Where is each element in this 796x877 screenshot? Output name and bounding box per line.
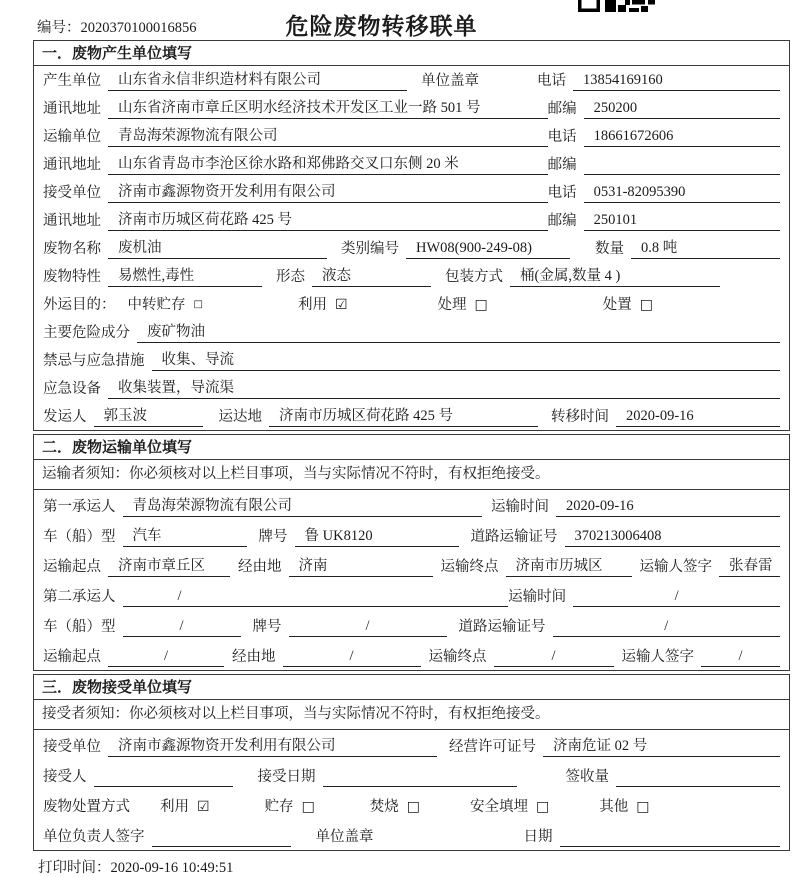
disposal-burn-checkbox-icon: □ bbox=[406, 799, 421, 815]
receiver-zip-value: 250101 bbox=[584, 211, 780, 231]
transporter-unit-value: 青岛海荣源物流有限公司 bbox=[108, 127, 548, 147]
destination-label: 运达地 bbox=[218, 409, 262, 425]
producer-phone-group bbox=[537, 71, 780, 91]
transport-notice bbox=[34, 460, 789, 490]
qr-code-fragment bbox=[578, 0, 660, 12]
producer-zip-value: 250200 bbox=[584, 99, 780, 119]
plate1-label: 牌号 bbox=[258, 529, 288, 545]
first-carrier-label: 第一承运人 bbox=[43, 499, 116, 515]
transporter-address-row bbox=[34, 150, 789, 178]
producer-address-label: 通讯地址 bbox=[43, 101, 101, 117]
print-time-value: 2020-09-16 10:49:51 bbox=[110, 860, 234, 876]
license-value: 济南危证 02 号 bbox=[543, 737, 780, 757]
packing-label: 包装方式 bbox=[445, 269, 503, 285]
receiver-phone-group bbox=[548, 183, 780, 203]
shipper-value: 郭玉波 bbox=[94, 407, 203, 427]
accept-unit-label: 接受单位 bbox=[43, 739, 101, 755]
manifest-form bbox=[33, 40, 790, 851]
transfer-purpose-label: 外运目的： bbox=[43, 297, 116, 313]
transport-notice-text: 运输者须知：你必须核对以上栏目事项，当与实际情况不符时，有权拒绝接受。 bbox=[42, 466, 550, 482]
disposal-other-checkbox-icon: □ bbox=[636, 799, 650, 815]
route1-end-label: 运输终点 bbox=[440, 559, 499, 575]
transporter-zip-group bbox=[548, 155, 780, 175]
emergency-equipment-row bbox=[34, 374, 789, 402]
serial-label: 编号： bbox=[37, 20, 81, 36]
second-carrier-value: / bbox=[123, 587, 509, 607]
purpose-option-dispose-label: 处置 bbox=[602, 297, 632, 313]
vehicle-type1-value: 汽车 bbox=[123, 527, 247, 547]
plate2-value: / bbox=[289, 617, 447, 637]
road-permit2-label: 道路运输证号 bbox=[458, 619, 546, 635]
second-carrier-row bbox=[34, 580, 789, 610]
receiver-zip-label: 邮编 bbox=[547, 213, 577, 229]
first-carrier-value: 青岛海荣源物流有限公司 bbox=[123, 497, 482, 517]
responsible-sign-label: 单位负责人签字 bbox=[43, 829, 145, 845]
receive-notice-text: 接受者须知：你必须核对以上栏目事项，当与实际情况不符时，有权拒绝接受。 bbox=[42, 706, 550, 722]
producer-phone-value: 13854169160 bbox=[573, 71, 780, 91]
disposal-method-row bbox=[34, 790, 789, 820]
route1-start-value: 济南市章丘区 bbox=[108, 557, 230, 577]
date-value bbox=[560, 827, 781, 847]
receive-notice bbox=[34, 700, 789, 730]
route1-via-value: 济南 bbox=[289, 557, 433, 577]
disposal-landfill-checkbox-icon: □ bbox=[536, 799, 550, 815]
section-producer-title: 一．废物产生单位填写 bbox=[34, 41, 789, 66]
route1-via-label: 经由地 bbox=[238, 559, 282, 575]
route2-sign-value: / bbox=[701, 647, 780, 667]
vehicle-type2-label: 车（船）型 bbox=[43, 619, 116, 635]
transport-time1-value: 2020-09-16 bbox=[556, 497, 780, 517]
taboo-measures-label: 禁忌与应急措施 bbox=[43, 353, 145, 369]
transporter-zip-label: 邮编 bbox=[547, 157, 577, 173]
transport-time1-label: 运输时间 bbox=[491, 499, 549, 515]
producer-address-value: 山东省济南市章丘区明水经济技术开发区工业一路 501 号 bbox=[108, 99, 548, 119]
print-time-label: 打印时间： bbox=[38, 860, 111, 876]
road-permit1-label: 道路运输证号 bbox=[470, 529, 558, 545]
disposal-use-checkbox-icon: ☑ bbox=[197, 799, 210, 815]
waste-property-value: 易燃性,毒性 bbox=[108, 267, 262, 287]
shipper-row bbox=[34, 402, 789, 430]
disposal-method-label: 废物处置方式 bbox=[43, 799, 130, 815]
plate2-label: 牌号 bbox=[252, 619, 282, 635]
receiver-unit-row bbox=[34, 178, 789, 206]
transporter-phone-value: 18661672606 bbox=[584, 127, 780, 147]
transporter-phone-label: 电话 bbox=[547, 129, 577, 145]
page-title: 危险废物转移联单 bbox=[285, 13, 478, 39]
vehicle2-row bbox=[34, 610, 789, 640]
receiver-zip-group bbox=[548, 211, 780, 231]
section-transport-title: 二．废物运输单位填写 bbox=[34, 435, 789, 460]
producer-unit-value: 山东省永信非织造材料有限公司 bbox=[108, 71, 407, 91]
producer-zip-label: 邮编 bbox=[547, 101, 577, 117]
vehicle-type1-label: 车（船）型 bbox=[43, 529, 116, 545]
waste-form-value: 液态 bbox=[312, 267, 431, 287]
packing-value: 桶(金属,数量 4 ) bbox=[510, 267, 720, 287]
signed-quantity-value bbox=[616, 767, 780, 787]
disposal-option-landfill-label: 安全填埋 bbox=[470, 799, 529, 815]
producer-unit-row bbox=[34, 66, 789, 94]
vehicle1-row bbox=[34, 520, 789, 550]
taboo-measures-row bbox=[34, 346, 789, 374]
accept-unit-value: 济南市鑫源物资开发利用有限公司 bbox=[108, 737, 437, 757]
producer-zip-group bbox=[548, 99, 780, 119]
receiver-unit-label: 接受单位 bbox=[43, 185, 101, 201]
transporter-address-label: 通讯地址 bbox=[43, 157, 101, 173]
hazard-component-value: 废矿物油 bbox=[137, 323, 780, 343]
section-receive-title: 三．废物接受单位填写 bbox=[34, 675, 789, 700]
receiver-address-value: 济南市历城区荷花路 425 号 bbox=[108, 211, 548, 231]
producer-unit-label: 产生单位 bbox=[43, 73, 101, 89]
route1-start-label: 运输起点 bbox=[43, 559, 101, 575]
hazard-component-row bbox=[34, 318, 789, 346]
transporter-phone-group bbox=[548, 127, 780, 147]
route1-row bbox=[34, 550, 789, 580]
waste-category-label: 类别编号 bbox=[341, 241, 399, 257]
transporter-zip-value bbox=[584, 155, 780, 175]
waste-quantity-value: 0.8 吨 bbox=[631, 239, 780, 259]
road-permit2-value: / bbox=[553, 617, 781, 637]
disposal-store-checkbox-icon: □ bbox=[301, 799, 315, 815]
transfer-time-value: 2020-09-16 bbox=[616, 407, 780, 427]
transporter-unit-row bbox=[34, 122, 789, 150]
plate1-value: 鲁 UK8120 bbox=[295, 527, 459, 547]
serial-value: 2020370100016856 bbox=[80, 20, 197, 36]
receiver-phone-label: 电话 bbox=[547, 185, 577, 201]
road-permit1-value: 370213006408 bbox=[565, 527, 781, 547]
waste-quantity-label: 数量 bbox=[595, 241, 624, 257]
purpose-option-transit-label: 中转贮存 bbox=[127, 297, 186, 313]
purpose-treat-checkbox-icon: □ bbox=[474, 297, 488, 313]
unit-seal2-label: 单位盖章 bbox=[315, 829, 374, 845]
section-producer bbox=[33, 40, 790, 431]
responsible-sign-value bbox=[152, 827, 291, 847]
purpose-transit-checkbox-icon: □ bbox=[193, 299, 203, 310]
transport-time2-label: 运输时间 bbox=[508, 589, 567, 605]
section-receive bbox=[33, 674, 790, 851]
taboo-measures-value: 收集、导流 bbox=[152, 351, 781, 371]
transporter-address-value: 山东省青岛市李沧区徐水路和郑佛路交叉口东侧 20 米 bbox=[108, 155, 548, 175]
transport-time2-value: / bbox=[573, 587, 780, 607]
accept-date-value bbox=[323, 767, 517, 787]
route2-end-value: / bbox=[494, 647, 614, 667]
first-carrier-row bbox=[34, 490, 789, 520]
accept-unit-row bbox=[34, 730, 789, 760]
disposal-option-burn-label: 焚烧 bbox=[369, 799, 399, 815]
purpose-use-checkbox-icon: ☑ bbox=[334, 297, 348, 313]
unit-seal-label: 单位盖章 bbox=[421, 73, 479, 89]
route2-sign-label: 运输人签字 bbox=[621, 649, 694, 665]
waste-property-label: 废物特性 bbox=[43, 269, 101, 285]
waste-category-value: HW08(900-249-08) bbox=[406, 239, 570, 259]
producer-phone-label: 电话 bbox=[537, 73, 566, 89]
transfer-purpose-row bbox=[34, 290, 789, 318]
receiver-address-label: 通讯地址 bbox=[43, 213, 101, 229]
route1-sign-value: 张春雷 bbox=[719, 557, 780, 577]
emergency-equipment-value: 收集装置，导流渠 bbox=[108, 379, 780, 399]
waste-form-label: 形态 bbox=[276, 269, 305, 285]
receiver-unit-value: 济南市鑫源物资开发利用有限公司 bbox=[108, 183, 548, 203]
license-label: 经营许可证号 bbox=[449, 739, 536, 755]
disposal-option-other-label: 其他 bbox=[599, 799, 629, 815]
transfer-time-label: 转移时间 bbox=[551, 409, 609, 425]
transporter-unit-label: 运输单位 bbox=[43, 129, 101, 145]
signed-quantity-label: 签收量 bbox=[565, 769, 609, 785]
acceptor-label: 接受人 bbox=[43, 769, 87, 785]
waste-name-row bbox=[34, 234, 789, 262]
waste-name-label: 废物名称 bbox=[43, 241, 101, 257]
destination-value: 济南市历城区荷花路 425 号 bbox=[269, 407, 538, 427]
waste-property-row bbox=[34, 262, 789, 290]
route2-via-value: / bbox=[283, 647, 421, 667]
hazard-component-label: 主要危险成分 bbox=[43, 325, 130, 341]
acceptor-row bbox=[34, 760, 789, 790]
producer-address-row bbox=[34, 94, 789, 122]
section-transport bbox=[33, 434, 790, 671]
shipper-label: 发运人 bbox=[43, 409, 87, 425]
date-label: 日期 bbox=[523, 829, 553, 845]
receiver-phone-value: 0531-82095390 bbox=[584, 183, 780, 203]
route1-end-value: 济南市历城区 bbox=[506, 557, 632, 577]
purpose-option-use-label: 利用 bbox=[297, 297, 327, 313]
responsible-sign-row bbox=[34, 820, 789, 850]
waste-name-value: 废机油 bbox=[108, 239, 327, 259]
accept-date-label: 接受日期 bbox=[257, 769, 316, 785]
vehicle-type2-value: / bbox=[123, 617, 241, 637]
page-header bbox=[33, 8, 790, 40]
print-time bbox=[33, 856, 790, 877]
acceptor-value bbox=[94, 767, 233, 787]
route2-end-label: 运输终点 bbox=[428, 649, 487, 665]
route2-via-label: 经由地 bbox=[232, 649, 276, 665]
emergency-equipment-label: 应急设备 bbox=[43, 381, 101, 397]
second-carrier-label: 第二承运人 bbox=[43, 589, 116, 605]
receiver-address-row bbox=[34, 206, 789, 234]
route2-row bbox=[34, 640, 789, 670]
route2-start-value: / bbox=[108, 647, 224, 667]
disposal-option-use-label: 利用 bbox=[160, 799, 189, 815]
route2-start-label: 运输起点 bbox=[43, 649, 101, 665]
route1-sign-label: 运输人签字 bbox=[639, 559, 712, 575]
purpose-option-treat-label: 处理 bbox=[437, 297, 467, 313]
disposal-option-store-label: 贮存 bbox=[264, 799, 294, 815]
purpose-dispose-checkbox-icon: □ bbox=[639, 297, 653, 313]
